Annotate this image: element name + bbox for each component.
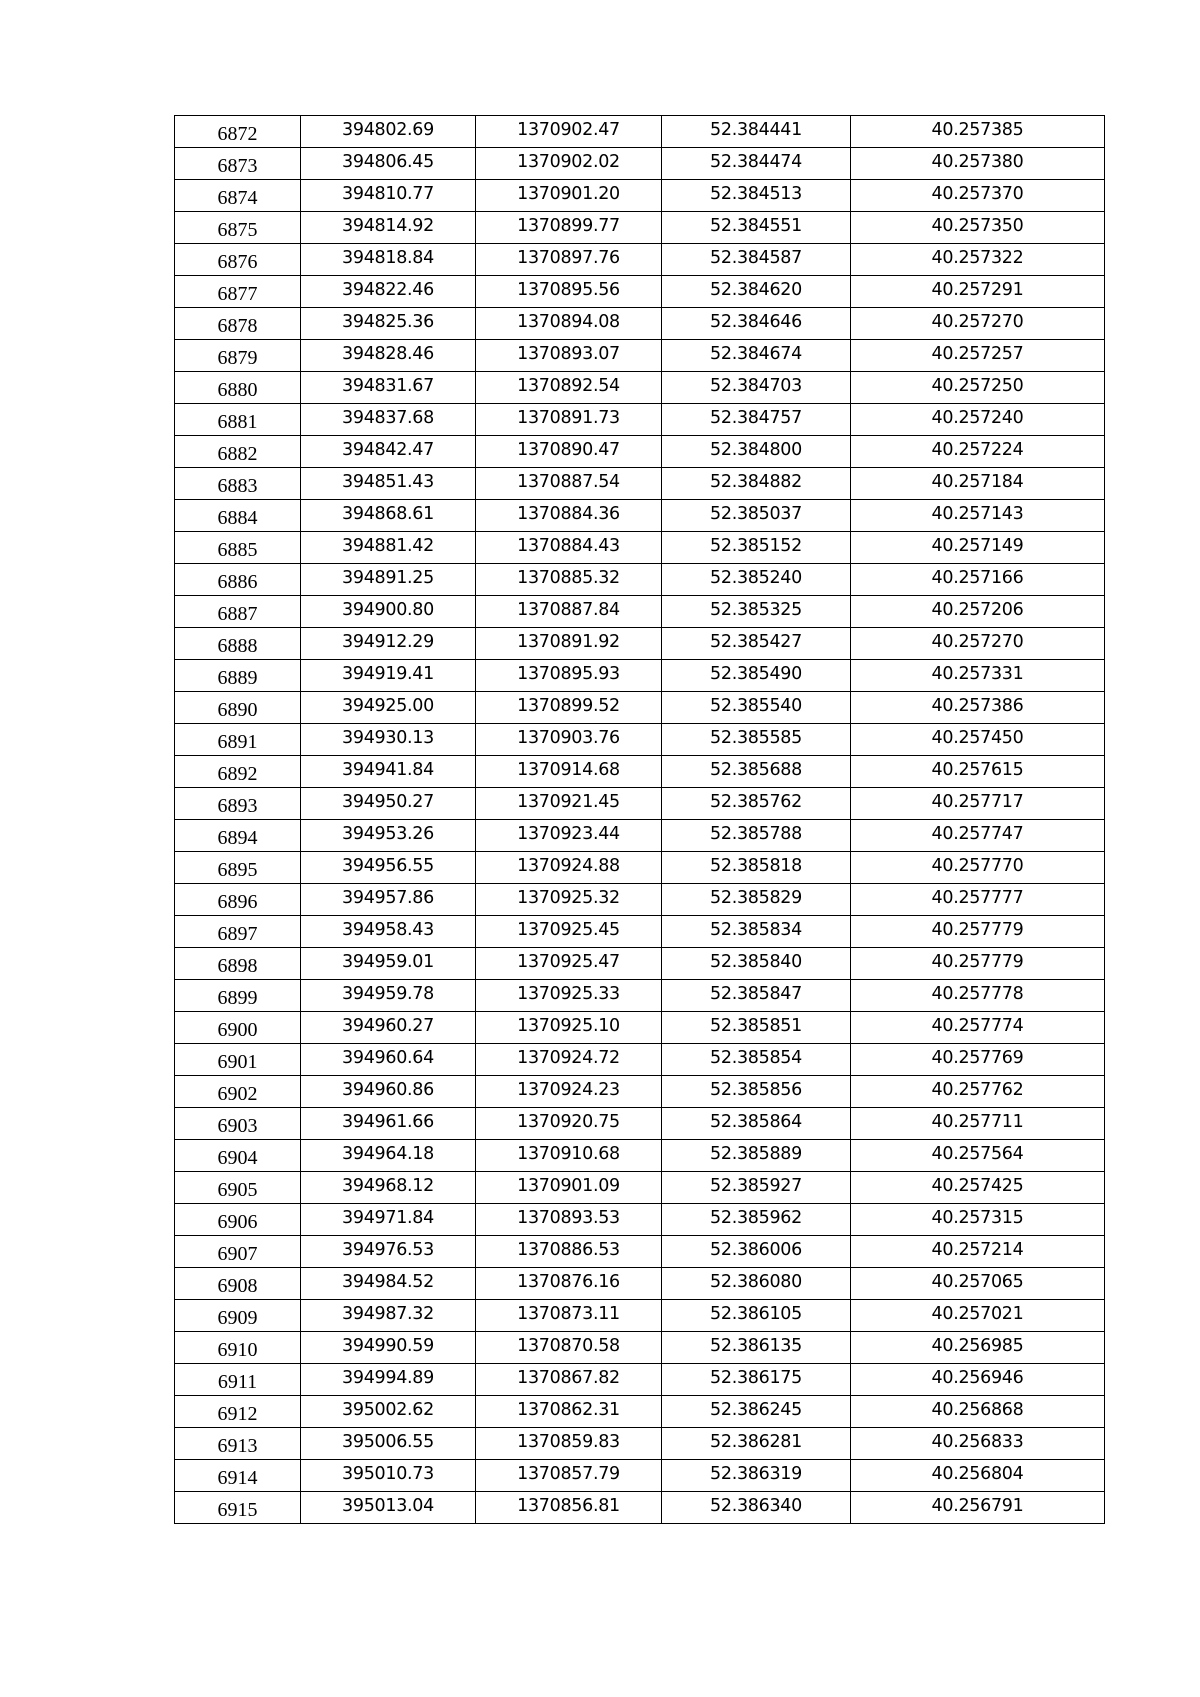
table-row [175,372,1105,404]
table-row [175,884,1105,916]
y-coordinate-cell: 1370925.47 [476,948,662,980]
point-number-cell: 6880 [175,372,301,404]
longitude-cell: 40.257425 [851,1172,1105,1204]
longitude-cell: 40.257762 [851,1076,1105,1108]
point-number-cell: 6910 [175,1332,301,1364]
y-coordinate-cell: 1370893.53 [476,1204,662,1236]
latitude-cell: 52.385854 [662,1044,851,1076]
y-coordinate-cell: 1370893.07 [476,340,662,372]
latitude-cell: 52.384757 [662,404,851,436]
x-coordinate-cell: 394831.67 [301,372,476,404]
table-row [175,1204,1105,1236]
longitude-cell: 40.257370 [851,180,1105,212]
point-number-cell: 6893 [175,788,301,820]
table-row [175,1492,1105,1524]
y-coordinate-cell: 1370884.36 [476,500,662,532]
table-row [175,1300,1105,1332]
x-coordinate-cell: 394810.77 [301,180,476,212]
y-coordinate-cell: 1370862.31 [476,1396,662,1428]
longitude-cell: 40.257065 [851,1268,1105,1300]
latitude-cell: 52.386006 [662,1236,851,1268]
table-row [175,596,1105,628]
latitude-cell: 52.385851 [662,1012,851,1044]
point-number-cell: 6883 [175,468,301,500]
table-row [175,1460,1105,1492]
table-row [175,1236,1105,1268]
point-number-cell: 6896 [175,884,301,916]
table-row [175,500,1105,532]
point-number-cell: 6912 [175,1396,301,1428]
latitude-cell: 52.386340 [662,1492,851,1524]
coordinates-table-body [175,116,1105,1524]
y-coordinate-cell: 1370876.16 [476,1268,662,1300]
table-row [175,276,1105,308]
x-coordinate-cell: 394959.01 [301,948,476,980]
longitude-cell: 40.257711 [851,1108,1105,1140]
point-number-cell: 6878 [175,308,301,340]
latitude-cell: 52.386080 [662,1268,851,1300]
y-coordinate-cell: 1370925.10 [476,1012,662,1044]
table-row [175,948,1105,980]
table-row [175,1396,1105,1428]
latitude-cell: 52.385840 [662,948,851,980]
point-number-cell: 6873 [175,148,301,180]
y-coordinate-cell: 1370859.83 [476,1428,662,1460]
y-coordinate-cell: 1370902.02 [476,148,662,180]
table-row [175,212,1105,244]
latitude-cell: 52.385834 [662,916,851,948]
table-row [175,116,1105,148]
latitude-cell: 52.384587 [662,244,851,276]
y-coordinate-cell: 1370903.76 [476,724,662,756]
point-number-cell: 6887 [175,596,301,628]
point-number-cell: 6913 [175,1428,301,1460]
y-coordinate-cell: 1370857.79 [476,1460,662,1492]
point-number-cell: 6911 [175,1364,301,1396]
y-coordinate-cell: 1370899.77 [476,212,662,244]
x-coordinate-cell: 394891.25 [301,564,476,596]
latitude-cell: 52.385927 [662,1172,851,1204]
x-coordinate-cell: 394868.61 [301,500,476,532]
table-row [175,1044,1105,1076]
point-number-cell: 6902 [175,1076,301,1108]
point-number-cell: 6875 [175,212,301,244]
table-row [175,308,1105,340]
table-row [175,340,1105,372]
point-number-cell: 6908 [175,1268,301,1300]
longitude-cell: 40.257270 [851,628,1105,660]
point-number-cell: 6904 [175,1140,301,1172]
longitude-cell: 40.257779 [851,916,1105,948]
longitude-cell: 40.257350 [851,212,1105,244]
y-coordinate-cell: 1370895.56 [476,276,662,308]
point-number-cell: 6889 [175,660,301,692]
latitude-cell: 52.385585 [662,724,851,756]
y-coordinate-cell: 1370886.53 [476,1236,662,1268]
longitude-cell: 40.256791 [851,1492,1105,1524]
x-coordinate-cell: 395006.55 [301,1428,476,1460]
point-number-cell: 6872 [175,116,301,148]
table-row [175,1108,1105,1140]
longitude-cell: 40.257770 [851,852,1105,884]
longitude-cell: 40.257166 [851,564,1105,596]
longitude-cell: 40.256804 [851,1460,1105,1492]
table-row [175,244,1105,276]
point-number-cell: 6900 [175,1012,301,1044]
y-coordinate-cell: 1370890.47 [476,436,662,468]
x-coordinate-cell: 394958.43 [301,916,476,948]
latitude-cell: 52.386281 [662,1428,851,1460]
y-coordinate-cell: 1370887.54 [476,468,662,500]
longitude-cell: 40.257777 [851,884,1105,916]
point-number-cell: 6901 [175,1044,301,1076]
latitude-cell: 52.385540 [662,692,851,724]
y-coordinate-cell: 1370873.11 [476,1300,662,1332]
x-coordinate-cell: 394957.86 [301,884,476,916]
point-number-cell: 6876 [175,244,301,276]
x-coordinate-cell: 394953.26 [301,820,476,852]
y-coordinate-cell: 1370856.81 [476,1492,662,1524]
x-coordinate-cell: 394930.13 [301,724,476,756]
point-number-cell: 6886 [175,564,301,596]
point-number-cell: 6874 [175,180,301,212]
y-coordinate-cell: 1370921.45 [476,788,662,820]
longitude-cell: 40.257450 [851,724,1105,756]
latitude-cell: 52.385788 [662,820,851,852]
y-coordinate-cell: 1370897.76 [476,244,662,276]
point-number-cell: 6892 [175,756,301,788]
longitude-cell: 40.257250 [851,372,1105,404]
latitude-cell: 52.385688 [662,756,851,788]
y-coordinate-cell: 1370914.68 [476,756,662,788]
y-coordinate-cell: 1370901.20 [476,180,662,212]
latitude-cell: 52.386319 [662,1460,851,1492]
point-number-cell: 6897 [175,916,301,948]
point-number-cell: 6905 [175,1172,301,1204]
y-coordinate-cell: 1370901.09 [476,1172,662,1204]
x-coordinate-cell: 394822.46 [301,276,476,308]
x-coordinate-cell: 394990.59 [301,1332,476,1364]
latitude-cell: 52.384551 [662,212,851,244]
point-number-cell: 6894 [175,820,301,852]
y-coordinate-cell: 1370923.44 [476,820,662,852]
longitude-cell: 40.256946 [851,1364,1105,1396]
latitude-cell: 52.384646 [662,308,851,340]
longitude-cell: 40.257779 [851,948,1105,980]
point-number-cell: 6898 [175,948,301,980]
table-row [175,788,1105,820]
x-coordinate-cell: 394971.84 [301,1204,476,1236]
x-coordinate-cell: 394950.27 [301,788,476,820]
longitude-cell: 40.256985 [851,1332,1105,1364]
x-coordinate-cell: 395010.73 [301,1460,476,1492]
point-number-cell: 6915 [175,1492,301,1524]
table-row [175,628,1105,660]
latitude-cell: 52.386135 [662,1332,851,1364]
table-row [175,180,1105,212]
longitude-cell: 40.257214 [851,1236,1105,1268]
x-coordinate-cell: 394987.32 [301,1300,476,1332]
table-row [175,1076,1105,1108]
x-coordinate-cell: 395013.04 [301,1492,476,1524]
y-coordinate-cell: 1370924.72 [476,1044,662,1076]
point-number-cell: 6882 [175,436,301,468]
point-number-cell: 6909 [175,1300,301,1332]
table-row [175,436,1105,468]
table-row [175,1012,1105,1044]
y-coordinate-cell: 1370891.92 [476,628,662,660]
latitude-cell: 52.384441 [662,116,851,148]
table-row [175,468,1105,500]
y-coordinate-cell: 1370891.73 [476,404,662,436]
point-number-cell: 6907 [175,1236,301,1268]
table-row [175,148,1105,180]
point-number-cell: 6890 [175,692,301,724]
longitude-cell: 40.257717 [851,788,1105,820]
latitude-cell: 52.385037 [662,500,851,532]
point-number-cell: 6895 [175,852,301,884]
latitude-cell: 52.385864 [662,1108,851,1140]
y-coordinate-cell: 1370899.52 [476,692,662,724]
latitude-cell: 52.385490 [662,660,851,692]
latitude-cell: 52.386175 [662,1364,851,1396]
x-coordinate-cell: 394959.78 [301,980,476,1012]
longitude-cell: 40.257143 [851,500,1105,532]
latitude-cell: 52.385427 [662,628,851,660]
point-number-cell: 6899 [175,980,301,1012]
latitude-cell: 52.384882 [662,468,851,500]
table-row [175,724,1105,756]
point-number-cell: 6884 [175,500,301,532]
latitude-cell: 52.385818 [662,852,851,884]
latitude-cell: 52.386105 [662,1300,851,1332]
y-coordinate-cell: 1370887.84 [476,596,662,628]
latitude-cell: 52.384674 [662,340,851,372]
y-coordinate-cell: 1370867.82 [476,1364,662,1396]
x-coordinate-cell: 394818.84 [301,244,476,276]
latitude-cell: 52.386245 [662,1396,851,1428]
x-coordinate-cell: 394802.69 [301,116,476,148]
latitude-cell: 52.385152 [662,532,851,564]
coordinates-table [174,115,1105,1524]
point-number-cell: 6914 [175,1460,301,1492]
y-coordinate-cell: 1370870.58 [476,1332,662,1364]
longitude-cell: 40.257747 [851,820,1105,852]
latitude-cell: 52.385325 [662,596,851,628]
table-row [175,692,1105,724]
y-coordinate-cell: 1370895.93 [476,660,662,692]
y-coordinate-cell: 1370910.68 [476,1140,662,1172]
longitude-cell: 40.257322 [851,244,1105,276]
x-coordinate-cell: 394961.66 [301,1108,476,1140]
x-coordinate-cell: 394941.84 [301,756,476,788]
longitude-cell: 40.257291 [851,276,1105,308]
x-coordinate-cell: 394828.46 [301,340,476,372]
point-number-cell: 6879 [175,340,301,372]
x-coordinate-cell: 394960.64 [301,1044,476,1076]
latitude-cell: 52.385762 [662,788,851,820]
table-row [175,980,1105,1012]
latitude-cell: 52.385847 [662,980,851,1012]
longitude-cell: 40.257206 [851,596,1105,628]
y-coordinate-cell: 1370925.45 [476,916,662,948]
y-coordinate-cell: 1370920.75 [476,1108,662,1140]
longitude-cell: 40.257615 [851,756,1105,788]
point-number-cell: 6891 [175,724,301,756]
latitude-cell: 52.385889 [662,1140,851,1172]
x-coordinate-cell: 394976.53 [301,1236,476,1268]
table-row [175,1172,1105,1204]
y-coordinate-cell: 1370892.54 [476,372,662,404]
x-coordinate-cell: 394825.36 [301,308,476,340]
longitude-cell: 40.257386 [851,692,1105,724]
y-coordinate-cell: 1370894.08 [476,308,662,340]
table-row [175,1268,1105,1300]
latitude-cell: 52.384800 [662,436,851,468]
table-row [175,660,1105,692]
latitude-cell: 52.385240 [662,564,851,596]
x-coordinate-cell: 394837.68 [301,404,476,436]
longitude-cell: 40.257270 [851,308,1105,340]
longitude-cell: 40.257385 [851,116,1105,148]
longitude-cell: 40.257257 [851,340,1105,372]
x-coordinate-cell: 394984.52 [301,1268,476,1300]
x-coordinate-cell: 395002.62 [301,1396,476,1428]
y-coordinate-cell: 1370925.32 [476,884,662,916]
y-coordinate-cell: 1370925.33 [476,980,662,1012]
longitude-cell: 40.257184 [851,468,1105,500]
latitude-cell: 52.385856 [662,1076,851,1108]
table-row [175,1428,1105,1460]
x-coordinate-cell: 394956.55 [301,852,476,884]
x-coordinate-cell: 394964.18 [301,1140,476,1172]
latitude-cell: 52.385829 [662,884,851,916]
table-row [175,916,1105,948]
x-coordinate-cell: 394925.00 [301,692,476,724]
point-number-cell: 6881 [175,404,301,436]
point-number-cell: 6885 [175,532,301,564]
y-coordinate-cell: 1370924.23 [476,1076,662,1108]
point-number-cell: 6906 [175,1204,301,1236]
longitude-cell: 40.256833 [851,1428,1105,1460]
longitude-cell: 40.257778 [851,980,1105,1012]
table-row [175,756,1105,788]
x-coordinate-cell: 394968.12 [301,1172,476,1204]
longitude-cell: 40.257331 [851,660,1105,692]
table-row [175,532,1105,564]
x-coordinate-cell: 394912.29 [301,628,476,660]
x-coordinate-cell: 394900.80 [301,596,476,628]
longitude-cell: 40.257224 [851,436,1105,468]
y-coordinate-cell: 1370884.43 [476,532,662,564]
table-row [175,564,1105,596]
table-row [175,1140,1105,1172]
table-row [175,404,1105,436]
longitude-cell: 40.256868 [851,1396,1105,1428]
point-number-cell: 6888 [175,628,301,660]
latitude-cell: 52.384474 [662,148,851,180]
y-coordinate-cell: 1370902.47 [476,116,662,148]
table-row [175,1332,1105,1364]
x-coordinate-cell: 394806.45 [301,148,476,180]
longitude-cell: 40.257769 [851,1044,1105,1076]
y-coordinate-cell: 1370885.32 [476,564,662,596]
point-number-cell: 6903 [175,1108,301,1140]
x-coordinate-cell: 394919.41 [301,660,476,692]
x-coordinate-cell: 394994.89 [301,1364,476,1396]
latitude-cell: 52.384620 [662,276,851,308]
x-coordinate-cell: 394960.86 [301,1076,476,1108]
longitude-cell: 40.257380 [851,148,1105,180]
latitude-cell: 52.385962 [662,1204,851,1236]
x-coordinate-cell: 394960.27 [301,1012,476,1044]
y-coordinate-cell: 1370924.88 [476,852,662,884]
longitude-cell: 40.257315 [851,1204,1105,1236]
x-coordinate-cell: 394881.42 [301,532,476,564]
point-number-cell: 6877 [175,276,301,308]
latitude-cell: 52.384513 [662,180,851,212]
table-row [175,820,1105,852]
x-coordinate-cell: 394814.92 [301,212,476,244]
table-row [175,852,1105,884]
longitude-cell: 40.257240 [851,404,1105,436]
x-coordinate-cell: 394842.47 [301,436,476,468]
longitude-cell: 40.257149 [851,532,1105,564]
table-row [175,1364,1105,1396]
x-coordinate-cell: 394851.43 [301,468,476,500]
latitude-cell: 52.384703 [662,372,851,404]
longitude-cell: 40.257774 [851,1012,1105,1044]
longitude-cell: 40.257564 [851,1140,1105,1172]
longitude-cell: 40.257021 [851,1300,1105,1332]
